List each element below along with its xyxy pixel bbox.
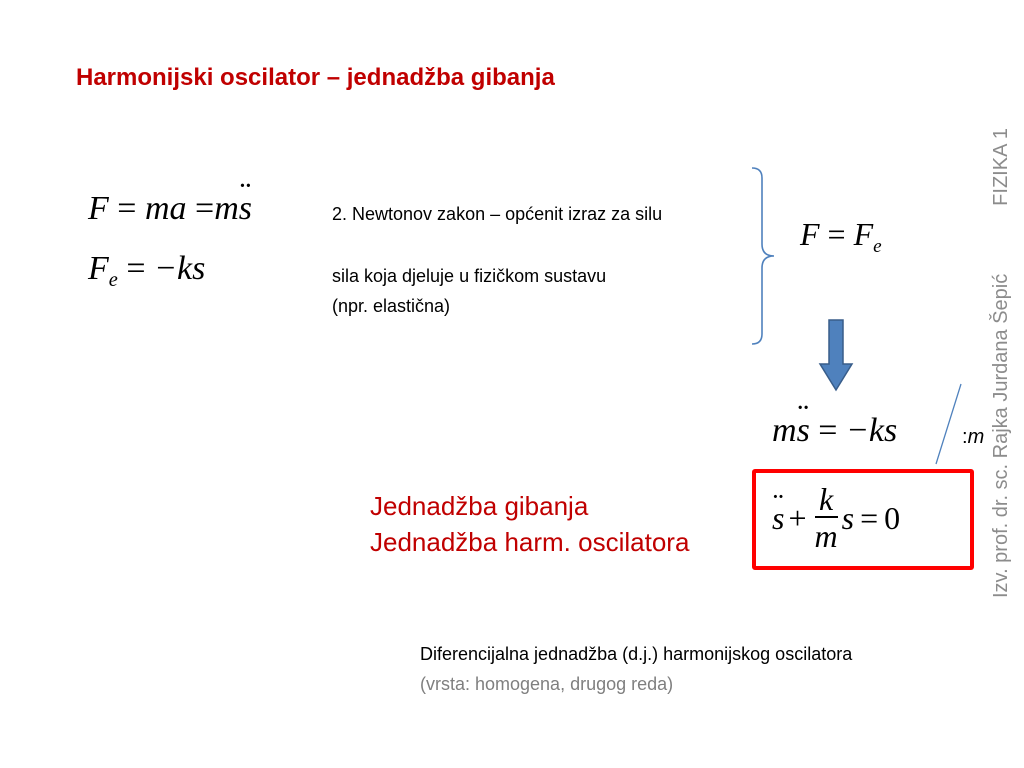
description-line1: Diferencijalna jednadžba (d.j.) harmonijskog oscilatora bbox=[420, 644, 853, 664]
eq-motion-label: Jednadžba gibanja bbox=[370, 491, 589, 521]
fraction-numerator-k: k bbox=[815, 482, 838, 518]
down-arrow-icon bbox=[818, 318, 854, 392]
vertical-sidebar bbox=[988, 128, 1014, 598]
colon-symbol: : bbox=[962, 426, 968, 448]
newton-equation bbox=[88, 190, 252, 228]
equals-sign: = bbox=[126, 250, 146, 287]
divide-by-m bbox=[962, 426, 984, 449]
author-name: Izv. prof. dr. sc. Rajka Jurdana Šepić bbox=[989, 273, 1012, 598]
symbol-m: m bbox=[967, 426, 985, 448]
newton-note: 2. Newtonov zakon – općenit izraz za silu bbox=[332, 204, 663, 224]
motion-equation bbox=[772, 412, 897, 450]
subscript-e: e bbox=[108, 269, 118, 292]
symbol-m: m bbox=[772, 412, 797, 449]
subscript-e: e bbox=[873, 235, 882, 257]
symbol-s-double-dot: s ¨ bbox=[797, 412, 810, 450]
zero-digit: 0 bbox=[884, 499, 901, 536]
symbol-F: F bbox=[853, 216, 874, 252]
symbol-s: s bbox=[841, 499, 855, 536]
symbol-F: F bbox=[88, 190, 109, 227]
symbol-m: m bbox=[214, 190, 239, 227]
slide-title: Harmonijski oscilator – jednadžba gibanja bbox=[76, 64, 555, 91]
combined-equation bbox=[800, 216, 882, 257]
symbol-s-double-dot: s ¨ bbox=[772, 500, 784, 537]
symbol-ma: ma bbox=[144, 190, 187, 227]
description-line2: (vrsta: homogena, drugog reda) bbox=[420, 674, 674, 694]
force-note-line1: sila koja djeluje u fizičkom sustavu bbox=[332, 266, 607, 286]
equals-sign: = bbox=[117, 190, 137, 227]
symbol-s-double-dot: s ¨ bbox=[239, 190, 252, 228]
equals-sign: = bbox=[827, 216, 846, 252]
plus-sign: + bbox=[788, 499, 807, 536]
elastic-force-equation bbox=[88, 250, 206, 292]
equals-sign: = bbox=[195, 190, 215, 227]
k-over-m-fraction bbox=[815, 482, 838, 554]
divide-slash-line bbox=[930, 382, 966, 466]
force-note-line2: (npr. elastična) bbox=[332, 296, 451, 316]
equals-sign: = bbox=[818, 412, 838, 449]
symbol-minus-ks: −ks bbox=[154, 250, 206, 287]
symbol-F: F bbox=[88, 250, 109, 287]
fraction-denominator-m: m bbox=[814, 518, 838, 554]
equals-sign: = bbox=[860, 499, 879, 536]
eq-harmonic-label: Jednadžba harm. oscilatora bbox=[370, 527, 690, 557]
final-equation bbox=[772, 478, 900, 558]
curly-brace bbox=[748, 166, 788, 346]
symbol-minus-ks: −ks bbox=[845, 412, 898, 449]
course-name: FIZIKA 1 bbox=[989, 128, 1012, 206]
symbol-F: F bbox=[800, 216, 820, 252]
